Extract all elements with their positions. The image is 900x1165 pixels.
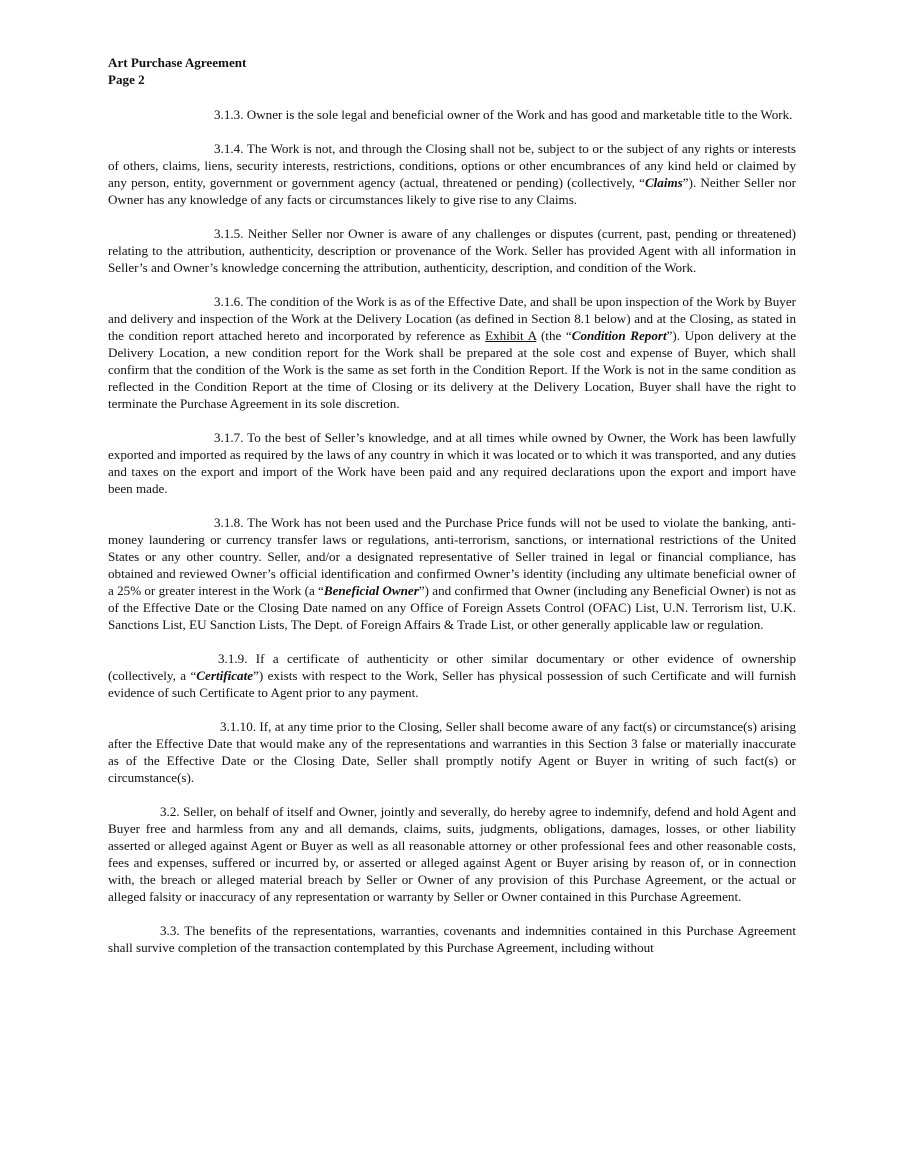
section-3-3: 3.3. The benefits of the representations, warranties, covenants and indemnities contained in this Purchase Agreement shall survive completion of the transaction contemplated by this Purchase Agreement, including without <box>108 923 796 955</box>
section-3-1-8-text-a: 3.1.8. The Work has not been used and the Purchase Price funds will not be used to violate the banking, anti-money laundering or currency transfer laws or regulations, anti-terrorism, sanctions, or international restrictions of the United States or any other country. Seller, and/or a designated representative of Seller trained in legal or financial compliance, has obtained and reviewed Owner’s official identification and confirmed Owner’s identity (including any ultimate beneficial owner of a 25% or greater interest in the Work (a “ <box>108 515 796 598</box>
section-3-1-8-text-b: ”) and confirmed that Owner (including any Beneficial Owner) is not as of the Effective Date or the Closing Date named on any Office of Foreign Assets Control (OFAC) List, U.N. Terrorism list, U.K. Sanctions List, EU Sanction Lists, The Dept. of Foreign Affairs & Trade List, or other generally applicable law or regulation. <box>108 583 796 632</box>
section-3-2: 3.2. Seller, on behalf of itself and Owner, jointly and severally, do hereby agree to indemnify, defend and hold Agent and Buyer free and harmless from any and all demands, claims, suits, judgments, obligations, damages, losses, or other liability asserted or alleged against Agent or Buyer as well as all reasonable attorney or other professional fees and other reasonable costs, fees and expenses, suffered or incurred by, or asserted or alleged against Agent or Buyer arising by reason of, or in connection with, the breach or alleged material breach by Seller or Owner of any provision of this Purchase Agreement, or the actual or alleged falsity or inaccuracy of any representation or warranty by Seller or Owner contained in this Purchase Agreement. <box>108 804 796 904</box>
defined-term-condition-report: Condition Report <box>571 328 667 343</box>
defined-term-certificate: Certificate <box>196 668 254 683</box>
section-3-1-4-text-b: ”). Neither Seller nor Owner has any knowledge of any facts or circumstances likely to give rise to any Claims. <box>108 175 796 207</box>
section-3-1-4-text-a: 3.1.4. The Work is not, and through the Closing shall not be, subject to or the subject of any rights or interests of others, claims, liens, security interests, restrictions, conditions, options or other encumbrances of any kind held or claimed by any person, entity, government or government agency (actual, threatened or pending) (collectively, “ <box>108 141 796 190</box>
section-3-1-9-text-a: 3.1.9. If a certificate of authenticity or other similar documentary or other evidence of ownership (collectively, a “ <box>108 651 796 683</box>
defined-term-claims: Claims <box>644 175 683 190</box>
document-page <box>108 54 796 973</box>
defined-term-beneficial-owner: Beneficial Owner <box>323 583 419 598</box>
section-3-1-6-text-b: (the “ <box>536 328 572 343</box>
section-3-1-4 <box>108 140 796 208</box>
page-header <box>108 54 796 88</box>
section-3-1-6-text-c: ”). Upon delivery at the Delivery Location, a new condition report for the Work shall be prepared at the sole cost and expense of Buyer, which shall confirm that the condition of the Work is the same as set forth in the Condition Report. If the Work is not in the same condition as reflected in the Condition Report at the time of Closing or its delivery at the Delivery Location, Buyer shall have the right to terminate the Purchase Agreement in its sole discretion. <box>108 328 797 411</box>
section-3-1-7: 3.1.7. To the best of Seller’s knowledge, and at all times while owned by Owner, the Work has been lawfully exported and imported as required by the laws of any country in which it was located or to which it was transported, and any duties and taxes on the export and import of the Work have been paid and any required declarations upon the export and import have been made. <box>108 430 796 496</box>
section-3-1-9 <box>108 650 796 701</box>
section-3-1-10: 3.1.10. If, at any time prior to the Closing, Seller shall become aware of any fact(s) or circumstance(s) arising after the Effective Date that would make any of the representations and warranties in this Section 3 false or materially inaccurate as of the Effective Date or the Closing Date, Seller shall promptly notify Agent or Buyer in writing of such fact(s) or circumstance(s). <box>108 719 796 785</box>
section-3-1-8 <box>108 514 796 633</box>
section-3-1-5: 3.1.5. Neither Seller nor Owner is aware of any challenges or disputes (current, past, pending or threatened) relating to the attribution, authenticity, description or provenance of the Work. Seller has provided Agent with all information in Seller’s and Owner’s knowledge concerning the attribution, authenticity, description, and condition of the Work. <box>108 226 796 275</box>
exhibit-a-reference: Exhibit A <box>485 328 537 343</box>
section-3-1-6-text-a: 3.1.6. The condition of the Work is as of the Effective Date, and shall be upon inspection of the Work by Buyer and delivery and inspection of the Work at the Delivery Location (as defined in Section 8.1 below) and at the Closing, as stated in the condition report attached hereto and incorporated by reference as <box>108 294 797 343</box>
section-3-1-6 <box>108 293 796 412</box>
page-number: Page 2 <box>108 72 145 87</box>
document-title: Art Purchase Agreement <box>108 55 247 70</box>
section-3-1-9-text-b: ”) exists with respect to the Work, Seller has physical possession of such Certificate and will furnish evidence of such Certificate to Agent prior to any payment. <box>108 668 797 700</box>
section-3-1-3: 3.1.3. Owner is the sole legal and beneficial owner of the Work and has good and marketable title to the Work. <box>214 107 793 122</box>
